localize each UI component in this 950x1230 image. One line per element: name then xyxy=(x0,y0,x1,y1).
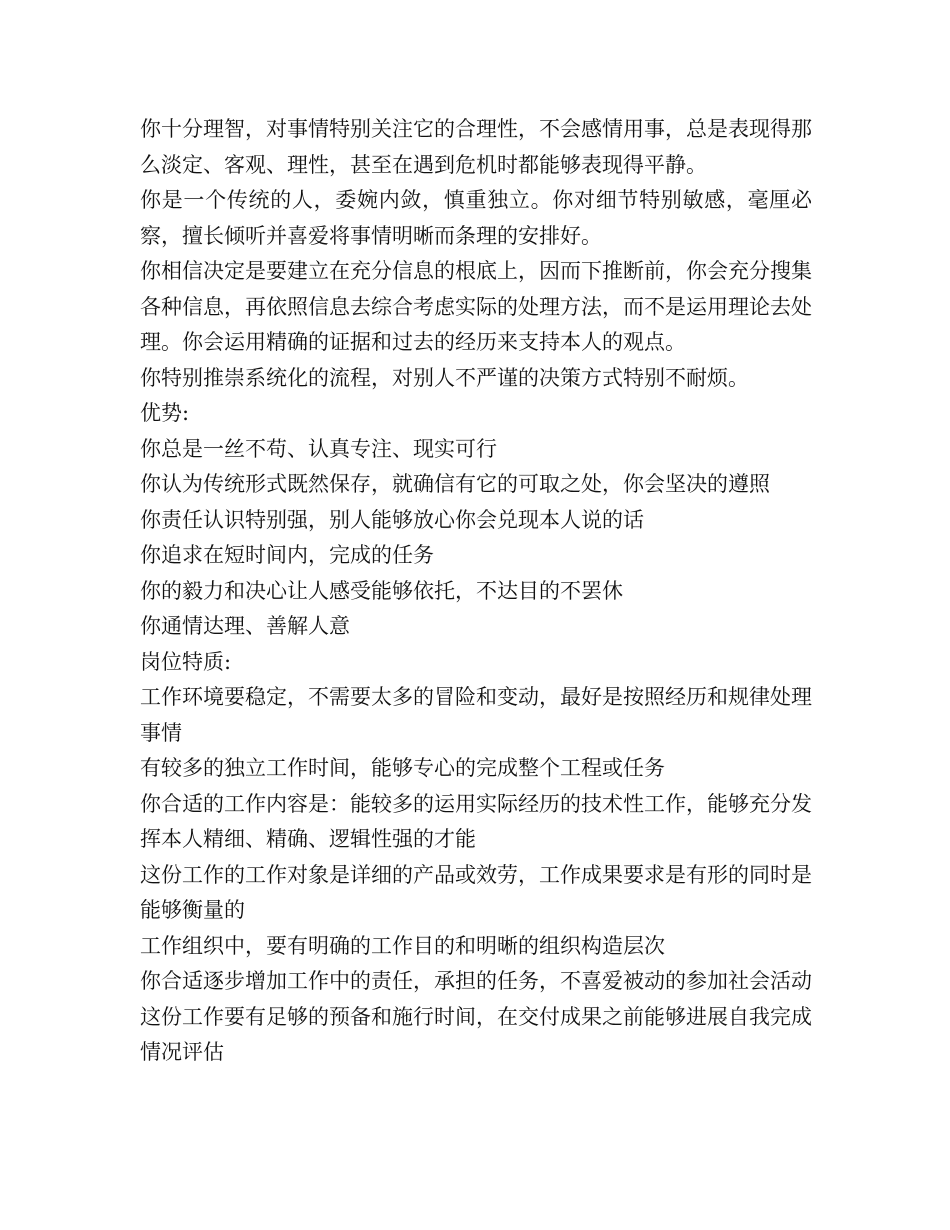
job-trait-item: 这份工作要有足够的预备和施行时间，在交付成果之前能够进展自我完成情况评估 xyxy=(140,1004,812,1064)
job-trait-item: 工作环境要稳定，不需要太多的冒险和变动，最好是按照经历和规律处理事情 xyxy=(140,685,812,745)
strength-item: 你责任认识特别强，别人能够放心你会兑现本人说的话 xyxy=(140,507,644,532)
strength-item: 你追求在短时间内，完成的任务 xyxy=(140,543,434,567)
strength-item: 你总是一丝不苟、认真专注、现实可行 xyxy=(140,436,497,461)
job-trait-item: 有较多的独立工作时间，能够专心的完成整个工程或任务 xyxy=(140,756,665,780)
strength-item: 你的毅力和决心让人感受能够依托，不达目的不罢休 xyxy=(140,578,623,603)
job-trait-item: 这份工作的工作对象是详细的产品或效劳，工作成果要求是有形的同时是能够衡量的 xyxy=(140,862,812,922)
paragraph-process: 你特别推崇系统化的流程，对别人不严谨的决策方式特别不耐烦。 xyxy=(140,365,749,390)
strength-item: 你认为传统形式既然保存，就确信有它的可取之处，你会坚决的遵照 xyxy=(140,472,770,496)
paragraph-traditional: 你是一个传统的人，委婉内敛，慎重独立。你对细节特别敏感，毫厘必察，擅长倾听并喜爱将事情明晰而条理的安排好。 xyxy=(140,188,812,248)
section-heading-job-traits: 岗位特质: xyxy=(140,649,232,674)
job-trait-item: 你合适的工作内容是：能较多的运用实际经历的技术性工作，能够充分发挥本人精细、精确、逻辑性强的才能 xyxy=(140,791,812,851)
job-trait-item: 你合适逐步增加工作中的责任，承担的任务，不喜爱被动的参加社会活动 xyxy=(140,969,812,993)
document-body xyxy=(140,112,812,1071)
section-heading-strengths: 优势: xyxy=(140,401,190,425)
paragraph-decision: 你相信决定是要建立在充分信息的根底上，因而下推断前，你会充分搜集各种信息，再依照信息去综合考虑实际的处理方法，而不是运用理论去处理。你会运用精确的证据和过去的经历来支持本人的观点。 xyxy=(140,259,812,354)
paragraph-rational: 你十分理智，对事情特别关注它的合理性，不会感情用事，总是表现得那么淡定、客观、理性，甚至在遇到危机时都能够表现得平静。 xyxy=(140,117,812,177)
job-trait-item: 工作组织中，要有明确的工作目的和明晰的组织构造层次 xyxy=(140,933,665,958)
strength-item: 你通情达理、善解人意 xyxy=(140,614,350,638)
